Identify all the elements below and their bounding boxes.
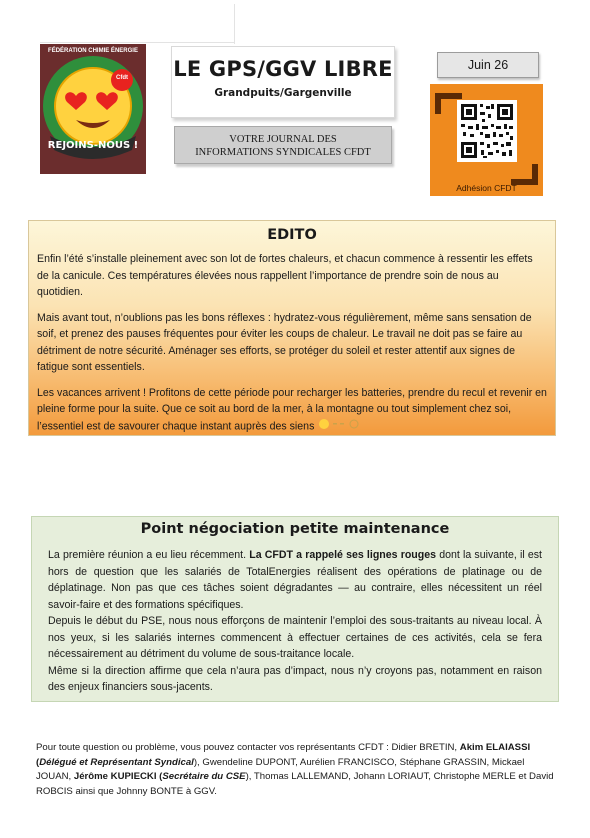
journal-tagline-box xyxy=(174,126,392,164)
edito-paragraph-2: Mais avant tout, n’oublions pas les bons réflexes : hydratez-vous régulièrement, même sans sensation de soif, et prenez des pauses fréquentes pour éviter les coups de chaleur. Le travail ne doit pas se faire au détriment de notre sécurité. Aménager ses efforts, se protéger du soleil et rester attentif aux signes de fatigue sont essentiels. xyxy=(37,311,532,373)
negotiation-section xyxy=(31,516,559,702)
newsletter-subtitle: Grandpuits/Gargenville xyxy=(214,87,352,99)
footer-role-2: Secrétaire du CSE xyxy=(162,771,246,782)
footer-rep-1: Akim ELAIASSI xyxy=(459,742,531,753)
footer-rep-2: Jérôme KUPIECKI xyxy=(73,771,157,782)
edito-paragraph-3-text: Les vacances arrivent ! Profitons de cette période pour recharger les batteries, prendre du recul et revenir en pleine forme pour la suite. Que ce soit au bord de la mer, à la montagne ou tout simplement chez soi, l’essentiel est de savourer chaque instant auprès des siens xyxy=(37,386,547,433)
footer-role-1: Délégué et Représentant Syndical xyxy=(39,756,194,768)
negotiation-p1-start: La première réunion a eu lieu récemment. xyxy=(48,549,250,561)
journal-tagline-line2: INFORMATIONS SYNDICALES CFDT xyxy=(195,146,371,158)
footer-text-2: ), Gwendeline DUPONT, Aurélien FRANCISCO, Stéphane GRASSIN, Mickael JOUAN, xyxy=(36,756,525,782)
edito-title: EDITO xyxy=(267,227,317,243)
sun-emoji-icons xyxy=(318,418,360,436)
footer-paren-1: ( xyxy=(36,756,40,768)
edito-paragraph-1: Enfin l’été s’installe pleinement avec son lot de fortes chaleurs, et chacun commence à ressentir les effets de la canicule. Ces températures élevées nous rappellent l’importance de prendre soin de nous au quotidien. xyxy=(37,253,533,298)
membership-qr-card[interactable] xyxy=(430,84,543,196)
negotiation-title: Point négociation petite maintenance xyxy=(140,521,450,537)
logo-ring-text: FÉDÉRATION CHIMIE ÉNERGIE xyxy=(48,48,138,54)
qr-caption: Adhésion CFDT xyxy=(456,183,517,193)
negotiation-paragraph-1 xyxy=(48,547,542,613)
footer-text-3: ), Thomas LALLEMAND, Johann LORIAUT, Christophe MERLE et David ROBCIS ainsi que Johnny BONTE à GGV. xyxy=(36,771,554,797)
journal-tagline-line1: VOTRE JOURNAL DES xyxy=(229,134,337,145)
qr-code-icon xyxy=(430,84,543,196)
newsletter-title-box xyxy=(171,46,395,118)
edito-paragraph-3 xyxy=(37,385,547,436)
contact-footer xyxy=(36,741,556,799)
top-rule xyxy=(40,42,235,43)
footer-paren-2: ( xyxy=(156,771,163,782)
logo-banner-text: REJOINS-NOUS ! xyxy=(47,140,139,151)
negotiation-p1-end: dont la suivante, il est hors de question que les salariés de TotalEnergies réalisent des opérations de platinage ou de déplatinage. Non pas que ces tâches soient dégradantes — au contraire, elles nécessitent un réel savoir-faire et des formations spécifiques. xyxy=(48,549,542,611)
negotiation-p1-bold: La CFDT a rappelé ses lignes rouges xyxy=(249,549,437,561)
footer-text-1: Pour toute question ou problème, vous pouvez contacter vos représentants CFDT : Didier BRETIN, xyxy=(36,742,460,753)
newsletter-title: LE GPS/GGV LIBRE xyxy=(173,57,393,81)
negotiation-paragraph-2: Depuis le début du PSE, nous nous efforçons de maintenir l’emploi des sous-traitants au niveau local. À nos yeux, si les salariés internes commencent à effectuer certaines de ces activités, cela se fera nécessairement au détriment du volume de sous-traitance locale. xyxy=(48,615,542,660)
cfdt-rejoins-nous-logo xyxy=(40,44,146,174)
top-vertical-rule xyxy=(234,4,235,44)
edito-section xyxy=(28,220,556,436)
logo-badge-text: Cfdt xyxy=(116,75,128,81)
issue-date: Juin 26 xyxy=(437,52,539,78)
negotiation-paragraph-3: Même si la direction affirme que cela n’aura pas d’impact, nous n’y croyons pas, notamment en raison des enjeux financiers sous-jacents. xyxy=(48,664,542,693)
